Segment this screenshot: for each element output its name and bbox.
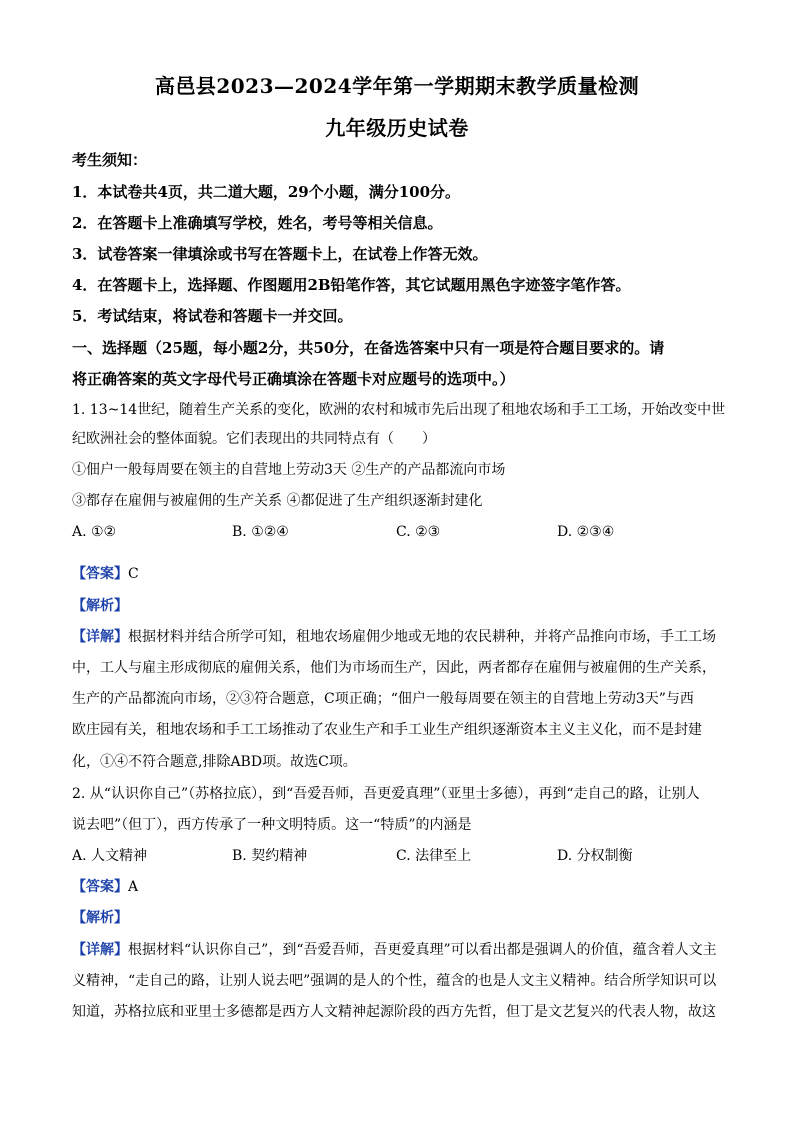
q1-detail-line: 中，工人与雇主形成彻底的雇佣关系，他们为市场而生产，因此，两者都存在雇佣与被雇佣的生产关系， bbox=[72, 660, 716, 676]
answer-label: 【答案】 bbox=[72, 879, 128, 895]
q2-detail-line: 义精神，“走自己的路，让别人说去吧”强调的是人的个性，蕴含的也是人文主义精神。结合所学知识可以 bbox=[72, 973, 717, 989]
q1-answer bbox=[72, 564, 732, 584]
q1-option-b: B. ①②④ bbox=[232, 524, 289, 540]
q2-option-c: C. 法律至上 bbox=[396, 848, 472, 864]
q1-stem-continued: 纪欧洲社会的整体面貌。它们表现出的共同特点有（ ） bbox=[72, 431, 436, 447]
q1-statements: ③都存在雇佣与被雇佣的生产关系 ④都促进了生产组织逐渐封建化 bbox=[72, 493, 483, 509]
q1-option-a: A. ①② bbox=[72, 524, 117, 540]
analysis-label: 【解析】 bbox=[72, 598, 128, 614]
detail-text: 根据材料并结合所学可知，租地农场雇佣少地或无地的农民耕种，并将产品推向市场，手工工场 bbox=[128, 629, 716, 645]
q2-option-b: B. 契约精神 bbox=[232, 848, 308, 864]
analysis-label: 【解析】 bbox=[72, 910, 128, 926]
answer-value: A bbox=[128, 879, 139, 895]
q1-detail-line: 欧庄园有关，租地农场和手工工场推动了农业生产和手工业生产组织逐渐资本主义主义化，而不是封建 bbox=[72, 722, 702, 738]
q2-stem-continued: 说去吧”（但丁），西方传承了一种文明特质。这一“特质”的内涵是 bbox=[72, 817, 472, 833]
answer-label: 【答案】 bbox=[72, 566, 128, 582]
detail-label: 【详解】 bbox=[72, 629, 128, 645]
q2-analysis bbox=[72, 908, 732, 928]
notice-item: 1．本试卷共4页，共二道大题，29个小题，满分100分。 bbox=[72, 183, 461, 201]
answer-value: C bbox=[128, 566, 139, 582]
detail-label: 【详解】 bbox=[72, 942, 128, 958]
section-heading-continued: 将正确答案的英文字母代号正确填涂在答题卡对应题号的选项中。） bbox=[72, 370, 515, 388]
q2-detail bbox=[72, 940, 732, 960]
q2-stem: 2. 从“认识你自己”（苏格拉底），到“吾爱吾师，吾更爱真理”（亚里士多德），再到“走自己的路，让别人 bbox=[72, 786, 700, 802]
q1-stem: 1. 13~14世纪，随着生产关系的变化，欧洲的农村和城市先后出现了租地农场和手工工场，开始改变中世 bbox=[72, 402, 726, 418]
q2-option-d: D. 分权制衡 bbox=[557, 848, 633, 864]
section-heading: 一、选择题（25题，每小题2分，共50分，在备选答案中只有一项是符合题目要求的。请 bbox=[72, 339, 665, 357]
q1-detail-line: 化，①④不符合题意,排除ABD项。故选C项。 bbox=[72, 754, 357, 770]
q2-answer bbox=[72, 877, 732, 897]
q1-statements: ①佃户一般每周要在领主的自营地上劳动3天 ②生产的产品都流向市场 bbox=[72, 462, 506, 478]
q2-option-a: A. 人文精神 bbox=[72, 848, 148, 864]
q2-detail-line: 知道，苏格拉底和亚里士多德都是西方人文精神起源阶段的西方先哲，但丁是文艺复兴的代表人物，故这 bbox=[72, 1004, 716, 1020]
notice-item: 2．在答题卡上准确填写学校，姓名，考号等相关信息。 bbox=[72, 214, 443, 232]
notice-heading: 考生须知： bbox=[72, 151, 148, 169]
detail-text: 根据材料“认识你自己”，到“吾爱吾师，吾更爱真理”可以看出都是强调人的价值，蕴含着人文主 bbox=[128, 942, 717, 958]
notice-item: 5．考试结束，将试卷和答题卡一并交回。 bbox=[72, 307, 353, 325]
q1-option-c: C. ②③ bbox=[396, 524, 441, 540]
q1-detail-line: 生产的产品都流向市场，②③符合题意，C项正确；“佃户一般每周要在领主的自营地上劳动3天”与西 bbox=[72, 691, 694, 707]
notice-item: 3．试卷答案一律填涂或书写在答题卡上，在试卷上作答无效。 bbox=[72, 245, 488, 263]
q1-analysis bbox=[72, 596, 732, 616]
notice-item: 4．在答题卡上，选择题、作图题用2B铅笔作答，其它试题用黑色字迹签字笔作答。 bbox=[72, 276, 631, 294]
q1-detail bbox=[72, 627, 732, 647]
exam-title: 高邑县2023—2024学年第一学期期末教学质量检测 bbox=[154, 74, 640, 98]
exam-subtitle: 九年级历史试卷 bbox=[325, 116, 469, 140]
q1-option-d: D. ②③④ bbox=[557, 524, 615, 540]
